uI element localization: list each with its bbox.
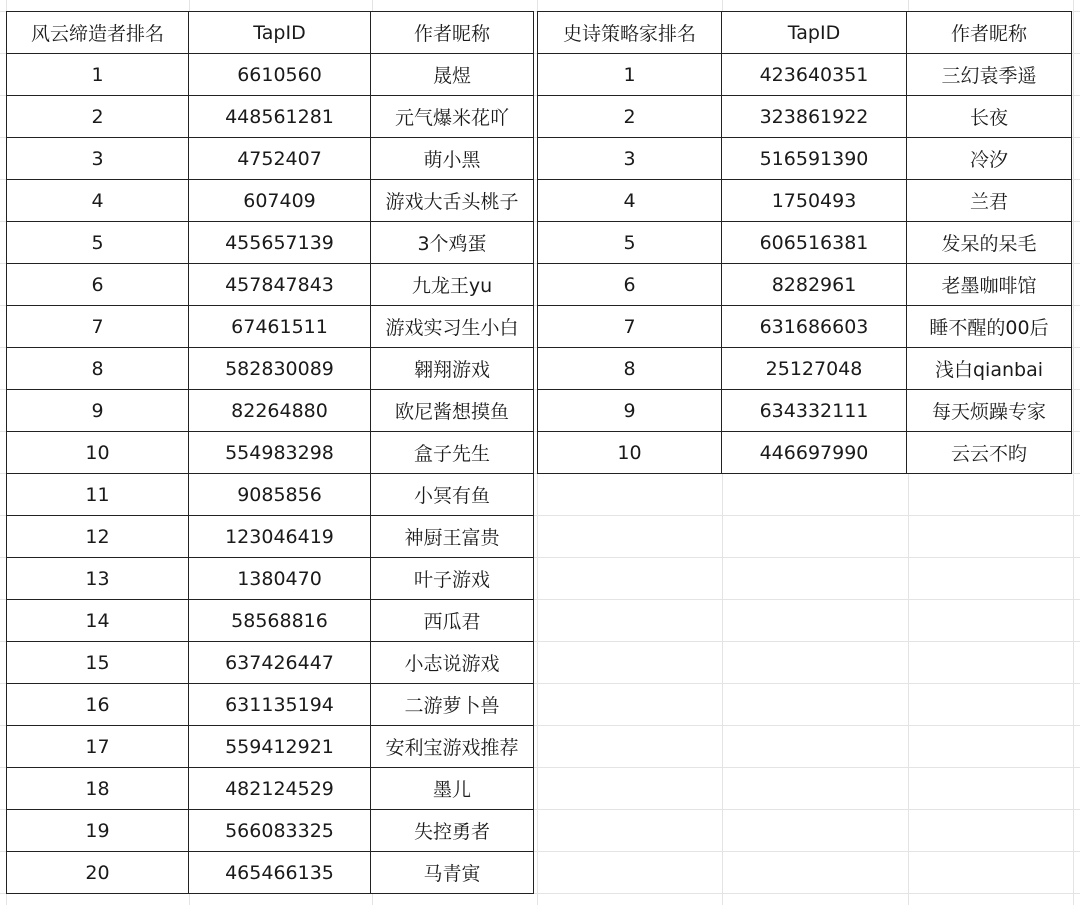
tapid-cell[interactable]: 9085856 — [189, 474, 371, 516]
table-row — [538, 264, 1072, 306]
tapid-cell[interactable]: 516591390 — [722, 138, 907, 180]
rank-cell[interactable]: 1 — [538, 54, 722, 96]
table-row — [7, 684, 534, 726]
nickname-cell[interactable]: 游戏实习生小白 — [371, 306, 534, 348]
nickname-cell[interactable]: 每天烦躁专家 — [907, 390, 1072, 432]
tapid-cell[interactable]: 25127048 — [722, 348, 907, 390]
tapid-cell[interactable]: 637426447 — [189, 642, 371, 684]
table-row — [7, 54, 534, 96]
rank-cell[interactable]: 3 — [7, 138, 189, 180]
table-row — [7, 516, 534, 558]
table-row — [7, 138, 534, 180]
table-row — [7, 852, 534, 894]
epic-strategist-ranking-table — [537, 11, 1072, 474]
nickname-cell[interactable]: 马青寅 — [371, 852, 534, 894]
table-row — [7, 558, 534, 600]
tapid-cell[interactable]: 446697990 — [722, 432, 907, 474]
rank-cell[interactable]: 18 — [7, 768, 189, 810]
nickname-cell[interactable]: 九龙王yu — [371, 264, 534, 306]
tapid-cell[interactable]: 607409 — [189, 180, 371, 222]
table-row — [7, 306, 534, 348]
tapid-cell[interactable]: 6610560 — [189, 54, 371, 96]
table-row — [7, 726, 534, 768]
nickname-cell[interactable]: 元气爆米花吖 — [371, 96, 534, 138]
rank-cell[interactable]: 3 — [538, 138, 722, 180]
nickname-cell[interactable]: 云云不昀 — [907, 432, 1072, 474]
nickname-cell[interactable]: 长夜 — [907, 96, 1072, 138]
rank-cell[interactable]: 10 — [7, 432, 189, 474]
rank-cell[interactable]: 1 — [7, 54, 189, 96]
nickname-cell[interactable]: 老墨咖啡馆 — [907, 264, 1072, 306]
tapid-cell[interactable]: 82264880 — [189, 390, 371, 432]
rank-cell[interactable]: 2 — [7, 96, 189, 138]
tapid-cell[interactable]: 448561281 — [189, 96, 371, 138]
tapid-cell[interactable]: 634332111 — [722, 390, 907, 432]
nickname-cell[interactable]: 小志说游戏 — [371, 642, 534, 684]
tapid-cell[interactable]: 8282961 — [722, 264, 907, 306]
rank-cell[interactable]: 10 — [538, 432, 722, 474]
tapid-cell[interactable]: 1750493 — [722, 180, 907, 222]
header-tapid[interactable]: TapID — [722, 12, 907, 54]
header-nickname[interactable]: 作者昵称 — [907, 12, 1072, 54]
nickname-cell[interactable]: 翱翔游戏 — [371, 348, 534, 390]
header-row — [7, 12, 534, 54]
nickname-cell[interactable]: 3个鸡蛋 — [371, 222, 534, 264]
rank-cell[interactable]: 8 — [7, 348, 189, 390]
table-row — [7, 474, 534, 516]
table-row — [538, 390, 1072, 432]
rank-cell[interactable]: 4 — [7, 180, 189, 222]
table-row — [538, 180, 1072, 222]
tapid-cell[interactable]: 423640351 — [722, 54, 907, 96]
nickname-cell[interactable]: 失控勇者 — [371, 810, 534, 852]
rank-cell[interactable]: 7 — [7, 306, 189, 348]
nickname-cell[interactable]: 叶子游戏 — [371, 558, 534, 600]
rank-cell[interactable]: 9 — [7, 390, 189, 432]
nickname-cell[interactable]: 晟煜 — [371, 54, 534, 96]
rank-cell[interactable]: 4 — [538, 180, 722, 222]
rank-cell[interactable]: 15 — [7, 642, 189, 684]
nickname-cell[interactable]: 睡不醒的00后 — [907, 306, 1072, 348]
rank-cell[interactable]: 2 — [538, 96, 722, 138]
table-row — [538, 306, 1072, 348]
rank-cell[interactable]: 17 — [7, 726, 189, 768]
tapid-cell[interactable]: 123046419 — [189, 516, 371, 558]
tapid-cell[interactable]: 631686603 — [722, 306, 907, 348]
tapid-cell[interactable]: 482124529 — [189, 768, 371, 810]
table-row — [538, 348, 1072, 390]
nickname-cell[interactable]: 小冥有鱼 — [371, 474, 534, 516]
nickname-cell[interactable]: 冷汐 — [907, 138, 1072, 180]
table-row — [7, 600, 534, 642]
table-row — [7, 432, 534, 474]
tapid-cell[interactable]: 457847843 — [189, 264, 371, 306]
table-row — [7, 810, 534, 852]
table-row — [538, 138, 1072, 180]
nickname-cell[interactable]: 萌小黑 — [371, 138, 534, 180]
header-row — [538, 12, 1072, 54]
tapid-cell[interactable]: 606516381 — [722, 222, 907, 264]
nickname-cell[interactable]: 兰君 — [907, 180, 1072, 222]
table-row — [7, 180, 534, 222]
nickname-cell[interactable]: 墨儿 — [371, 768, 534, 810]
table-row — [538, 222, 1072, 264]
tapid-cell[interactable]: 631135194 — [189, 684, 371, 726]
rank-cell[interactable]: 11 — [7, 474, 189, 516]
table-row — [538, 54, 1072, 96]
rank-cell[interactable]: 6 — [7, 264, 189, 306]
table-row — [7, 96, 534, 138]
nickname-cell[interactable]: 安利宝游戏推荐 — [371, 726, 534, 768]
header-rank[interactable]: 风云缔造者排名 — [7, 12, 189, 54]
nickname-cell[interactable]: 浅白qianbai — [907, 348, 1072, 390]
tapid-cell[interactable]: 455657139 — [189, 222, 371, 264]
rank-cell[interactable]: 14 — [7, 600, 189, 642]
header-tapid[interactable]: TapID — [189, 12, 371, 54]
nickname-cell[interactable]: 游戏大舌头桃子 — [371, 180, 534, 222]
table-row — [7, 222, 534, 264]
table-row — [538, 432, 1072, 474]
tapid-cell[interactable]: 554983298 — [189, 432, 371, 474]
table-row — [7, 642, 534, 684]
nickname-cell[interactable]: 三幻袁季遥 — [907, 54, 1072, 96]
header-rank[interactable]: 史诗策略家排名 — [538, 12, 722, 54]
tapid-cell[interactable]: 323861922 — [722, 96, 907, 138]
nickname-cell[interactable]: 二游萝卜兽 — [371, 684, 534, 726]
rank-cell[interactable]: 5 — [538, 222, 722, 264]
rank-cell[interactable]: 19 — [7, 810, 189, 852]
rank-cell[interactable]: 12 — [7, 516, 189, 558]
rank-cell[interactable]: 6 — [538, 264, 722, 306]
tapid-cell[interactable]: 1380470 — [189, 558, 371, 600]
rank-cell[interactable]: 13 — [7, 558, 189, 600]
rank-cell[interactable]: 16 — [7, 684, 189, 726]
tapid-cell[interactable]: 67461511 — [189, 306, 371, 348]
tapid-cell[interactable]: 465466135 — [189, 852, 371, 894]
table-row — [538, 96, 1072, 138]
nickname-cell[interactable]: 发呆的呆毛 — [907, 222, 1072, 264]
tapid-cell[interactable]: 58568816 — [189, 600, 371, 642]
table-row — [7, 348, 534, 390]
rank-cell[interactable]: 7 — [538, 306, 722, 348]
table-row — [7, 390, 534, 432]
tapid-cell[interactable]: 4752407 — [189, 138, 371, 180]
nickname-cell[interactable]: 欧尼酱想摸鱼 — [371, 390, 534, 432]
nickname-cell[interactable]: 西瓜君 — [371, 600, 534, 642]
nickname-cell[interactable]: 神厨王富贵 — [371, 516, 534, 558]
tapid-cell[interactable]: 559412921 — [189, 726, 371, 768]
rank-cell[interactable]: 5 — [7, 222, 189, 264]
rank-cell[interactable]: 8 — [538, 348, 722, 390]
nickname-cell[interactable]: 盒子先生 — [371, 432, 534, 474]
tapid-cell[interactable]: 582830089 — [189, 348, 371, 390]
rank-cell[interactable]: 9 — [538, 390, 722, 432]
fengyun-creator-ranking-table — [6, 11, 534, 894]
tapid-cell[interactable]: 566083325 — [189, 810, 371, 852]
header-nickname[interactable]: 作者昵称 — [371, 12, 534, 54]
rank-cell[interactable]: 20 — [7, 852, 189, 894]
table-row — [7, 768, 534, 810]
table-row — [7, 264, 534, 306]
